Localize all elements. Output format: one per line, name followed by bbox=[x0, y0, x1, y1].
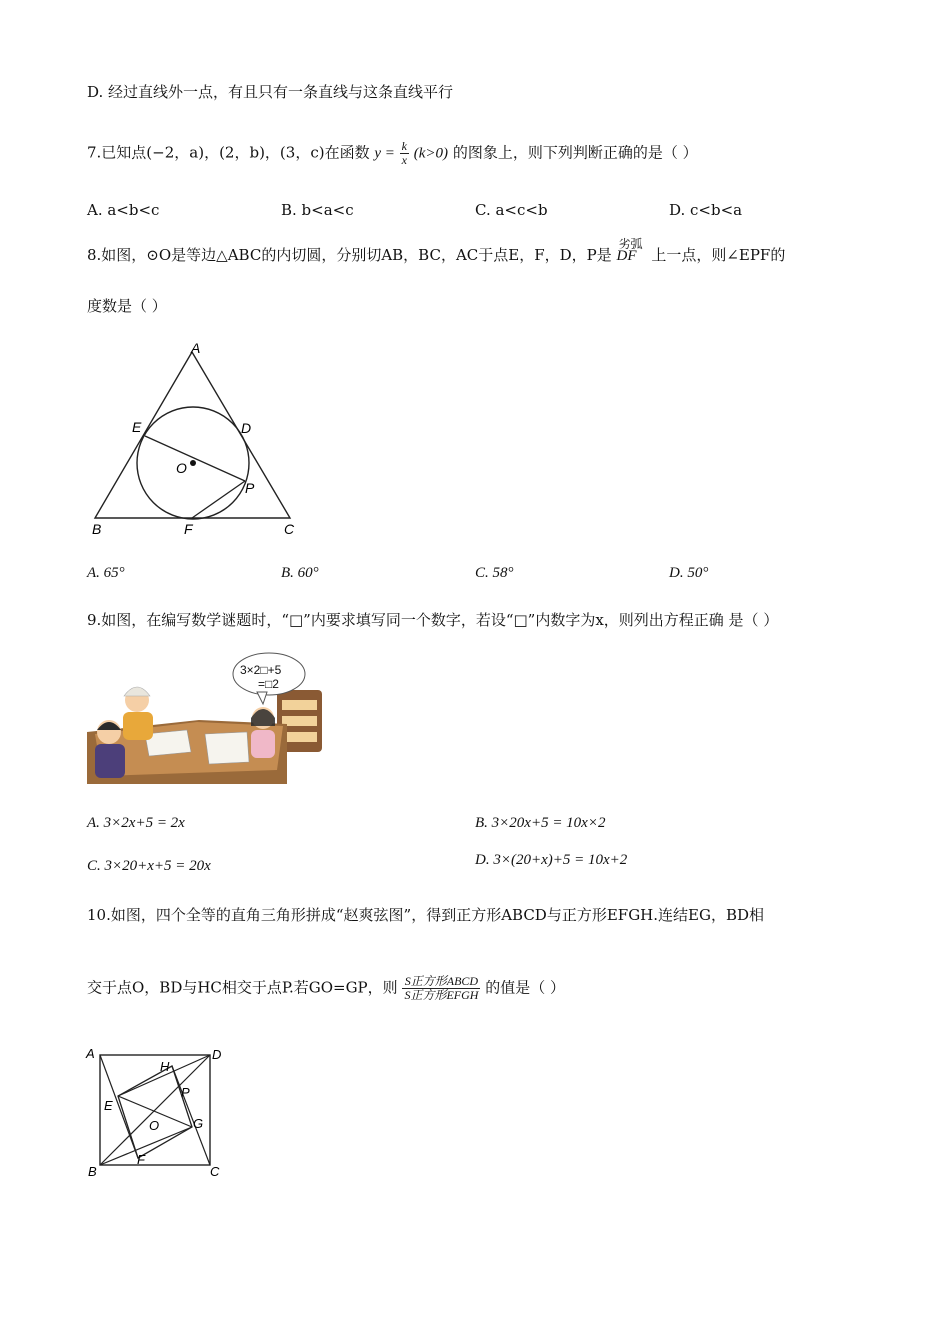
q7-func-lhs: y = bbox=[374, 145, 395, 162]
q10-line1: 10.如图，四个全等的直角三角形拼成“赵爽弦图”，得到正方形ABCD与正方形EFGH.连结EG，BD相 bbox=[87, 906, 765, 924]
q8-label-c: C bbox=[284, 521, 295, 537]
q10-label-e: E bbox=[104, 1098, 113, 1113]
q8-center-dot bbox=[190, 460, 196, 466]
q10-label-d: D bbox=[212, 1047, 222, 1062]
q9-stem: 9.如图，在编写数学谜题时，“□”内要求填写同一个数字，若设“□”内数字为x，则列出方程正确 是（ ） bbox=[87, 611, 779, 629]
q10-line-b-g bbox=[100, 1127, 192, 1165]
q8-label-e: E bbox=[132, 419, 142, 435]
q10-label-o: O bbox=[149, 1118, 160, 1133]
q9-shelf-2 bbox=[282, 716, 317, 726]
q10-line2 bbox=[87, 975, 565, 1002]
q8-line1-b: 上一点，则∠EPF的 bbox=[651, 246, 786, 264]
q10-line2-b: 的值是（ ） bbox=[485, 978, 565, 997]
q8-option-d: D. 50° bbox=[669, 565, 709, 581]
q8-arc-extra: 劣弧 bbox=[618, 237, 643, 251]
q8-figure-triangle-incircle bbox=[85, 335, 305, 540]
q7-frac-num: k bbox=[401, 139, 407, 153]
q7-option-d: D. c<b<a bbox=[669, 201, 743, 219]
q9-option-c: C. 3×20+x+5 = 20x bbox=[87, 858, 211, 874]
q8-line1-a: 8.如图，⊙O是等边△ABC的内切圆，分别切AB，BC，AC于点E，F，D，P是 bbox=[87, 246, 612, 264]
q9-boy2-body bbox=[123, 712, 153, 740]
q9-option-d: D. 3×(20+x)+5 = 10x+2 bbox=[475, 852, 628, 868]
q9-bubble-line2: =□2 bbox=[258, 677, 279, 691]
q10-frac-num: S正方形ABCD bbox=[402, 975, 480, 989]
q9-option-b: B. 3×20x+5 = 10x×2 bbox=[475, 815, 606, 831]
q8-triangle bbox=[95, 352, 290, 518]
q8-label-d: D bbox=[241, 420, 252, 436]
q7-option-b: B. b<a<c bbox=[281, 201, 354, 219]
q10-area-fraction bbox=[402, 975, 480, 1002]
q8-arc-label: DF bbox=[616, 248, 637, 264]
q9-girl-body bbox=[251, 730, 275, 758]
q10-label-g: G bbox=[193, 1116, 204, 1131]
q7-frac-den: x bbox=[401, 153, 407, 167]
q7-option-a: A. a<b<c bbox=[87, 201, 160, 219]
q10-line2-a: 交于点O，BD与HC相交于点P.若GO=GP，则 bbox=[87, 978, 398, 997]
q8-label-o: O bbox=[176, 460, 187, 476]
q8-label-a: A bbox=[191, 340, 201, 356]
q7-prefix: 7.已知点(−2，a)，(2，b)，(3，c)在函数 bbox=[87, 143, 370, 162]
q8-label-p: P bbox=[245, 480, 255, 496]
q9-paper-2 bbox=[205, 732, 249, 764]
q10-label-h: H bbox=[160, 1059, 170, 1074]
q8-label-b: B bbox=[92, 521, 102, 537]
q7-func-cond: (k>0) bbox=[413, 145, 449, 162]
q6-option-d: D. 经过直线外一点，有且只有一条直线与这条直线平行 bbox=[87, 83, 454, 101]
q7-suffix: 的图象上，则下列判断正确的是（ ） bbox=[452, 143, 698, 162]
q10-label-f: F bbox=[137, 1152, 145, 1167]
q10-label-a: A bbox=[86, 1046, 95, 1061]
q8-option-b: B. 60° bbox=[281, 565, 319, 581]
q7-fraction bbox=[400, 140, 409, 167]
q9-boy1-body bbox=[95, 744, 125, 778]
q7-stem bbox=[87, 140, 698, 167]
q9-bubble-line1: 3×2□+5 bbox=[240, 663, 282, 677]
q8-option-a: A. 65° bbox=[87, 565, 125, 581]
q8-label-f: F bbox=[184, 521, 193, 537]
q9-boy1-hair bbox=[97, 722, 121, 730]
q8-line1 bbox=[87, 237, 786, 266]
q9-option-a: A. 3×2x+5 = 2x bbox=[87, 815, 185, 831]
q8-option-c: C. 58° bbox=[475, 565, 514, 581]
q8-segment-ep bbox=[145, 436, 245, 481]
q10-line-c-h bbox=[172, 1066, 210, 1165]
q10-label-b: B bbox=[88, 1164, 97, 1179]
q9-boy2-cap bbox=[124, 687, 150, 696]
q8-arc-df bbox=[616, 237, 647, 266]
q9-bubble-tail bbox=[257, 692, 267, 704]
q10-label-c: C bbox=[210, 1164, 220, 1179]
q10-figure-zhaoshuang bbox=[82, 1042, 232, 1184]
q7-option-c: C. a<c<b bbox=[475, 201, 548, 219]
q8-line2: 度数是（ ） bbox=[87, 297, 167, 315]
q9-shelf-1 bbox=[282, 700, 317, 710]
q9-illustration bbox=[87, 652, 327, 784]
q9-shelf-3 bbox=[282, 732, 317, 742]
q10-label-p: P bbox=[181, 1085, 190, 1100]
q10-frac-den: S正方形EFGH bbox=[404, 988, 479, 1002]
